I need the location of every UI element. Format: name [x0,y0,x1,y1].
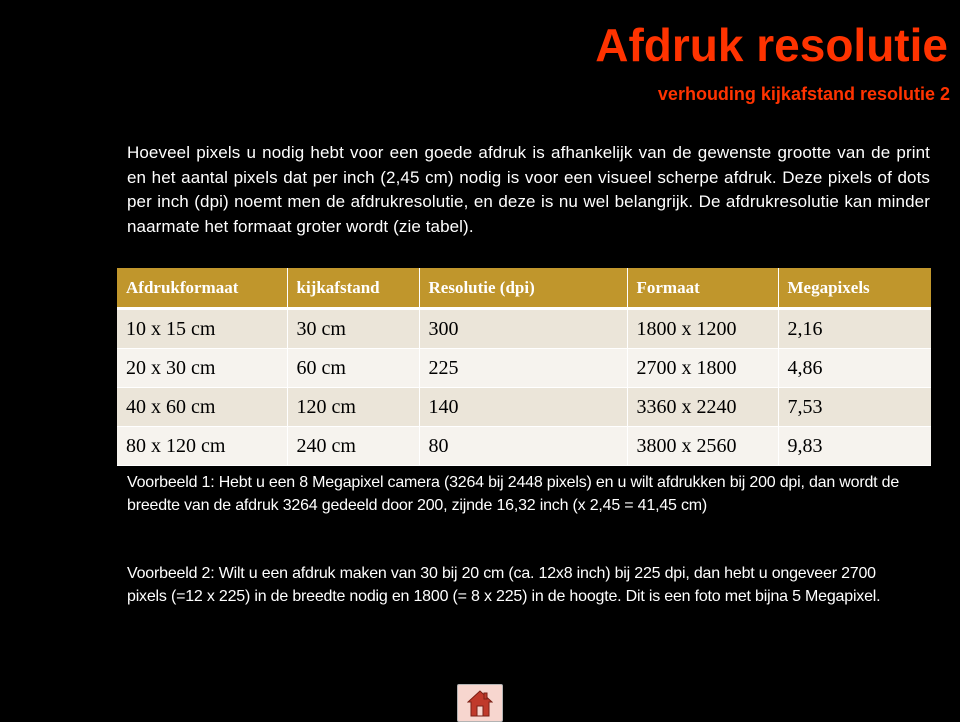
table-header-row [117,268,931,309]
table-cell: 60 cm [287,349,419,388]
intro-paragraph: Hoeveel pixels u nodig hebt voor een goede afdruk is afhankelijk van de gewenste grootte van de print en het aantal pixels dat per inch (2,45 cm) nodig is voor een visueel scherpe afdruk. Deze pixels of dots per inch (dpi) noemt men de afdrukresolutie, en deze is nu wel belangrijk. De afdrukresolutie kan minder naarmate het formaat groter wordt (zie tabel). [127,143,930,236]
table-cell: 40 x 60 cm [117,388,287,427]
table-row [117,427,931,466]
table-cell: 2700 x 1800 [627,349,778,388]
table-cell: 2,16 [778,309,931,349]
slide-subtitle: verhouding kijkafstand resolutie 2 [657,84,950,104]
table-cell: 1800 x 1200 [627,309,778,349]
example-1: Voorbeeld 1: Hebt u een 8 Megapixel camera (3264 bij 2448 pixels) en u wilt afdrukken bij 200 dpi, dan wordt de breedte van de afdruk 3264 gedeeld door 200, zijnde 16,32 inch (x 2,45 = 41,45 cm) [127,474,900,514]
table-cell: 7,53 [778,388,931,427]
table-cell: 4,86 [778,349,931,388]
table-cell: 3800 x 2560 [627,427,778,466]
table-cell: 20 x 30 cm [117,349,287,388]
header-afdrukformaat: Afdrukformaat [117,268,287,309]
home-icon [467,689,493,717]
table-cell: 80 x 120 cm [117,427,287,466]
header-formaat: Formaat [627,268,778,309]
table-row [117,349,931,388]
header-resolutie: Resolutie (dpi) [419,268,627,309]
table-row [117,388,931,427]
table-row [117,309,931,349]
header-kijkafstand: kijkafstand [287,268,419,309]
table-cell: 140 [419,388,627,427]
example-2: Voorbeeld 2: Wilt u een afdruk maken van 30 bij 20 cm (ca. 12x8 inch) bij 225 dpi, dan hebt u ongeveer 2700 pixels (=12 x 225) in de breedte nodig en 1800 (= 8 x 225) in de hoogte. Dit is een foto met bijna 5 Megapixel. [127,565,881,605]
table-cell: 10 x 15 cm [117,309,287,349]
header-megapixels: Megapixels [778,268,931,309]
table-cell: 9,83 [778,427,931,466]
table-cell: 225 [419,349,627,388]
table-cell: 80 [419,427,627,466]
resolution-table [117,268,931,466]
table-cell: 120 cm [287,388,419,427]
slide-title: Afdruk resolutie [595,19,948,71]
table-cell: 30 cm [287,309,419,349]
home-button[interactable] [457,684,503,722]
table-cell: 3360 x 2240 [627,388,778,427]
table-cell: 240 cm [287,427,419,466]
table-cell: 300 [419,309,627,349]
